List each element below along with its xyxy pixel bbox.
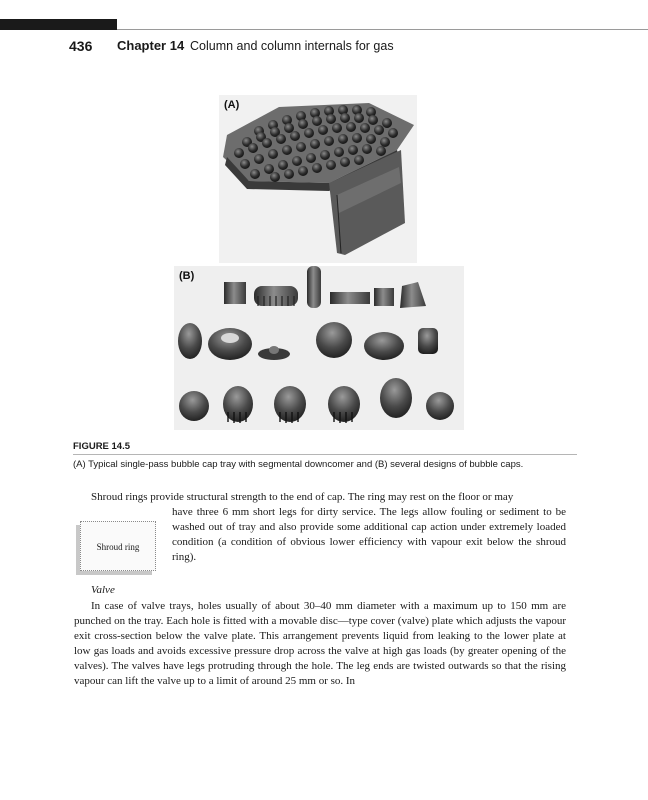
section-heading-valve: Valve: [91, 584, 115, 596]
figure-rule: [73, 454, 577, 455]
bubble-cap-designs-image: [174, 266, 464, 430]
page-number: 436: [69, 38, 93, 54]
header-rule: [117, 29, 648, 30]
margin-note: Shroud ring: [96, 542, 140, 552]
paragraph-valve: In case of valve trays, holes usually of about 30–40 mm diameter with a maximum up to 150 mm are punched on the tray. Each hole is fitted with a movable disc—type cover (valve) plate which adjusts the vapour exit cross-section below the valve plate. This arrangement prevents liquid from leaking to the lower plate at low gas loads and avoids excessive pressure drop across the valve at high gas loads (by greater opening of the valves). The valves have legs protruding through the hole. The leg ends are twisted outwards so that the rising vapour can lift the valve up to a limit of around 25 mm or so. In: [74, 600, 566, 687]
chapter-title: Column and column internals for gas: [190, 39, 394, 53]
figure-label: FIGURE 14.5: [73, 441, 131, 452]
panel-b-label: (B): [179, 270, 195, 282]
bubble-cap-tray-image: [219, 95, 417, 263]
figure-photo-a: [219, 95, 417, 263]
figure-caption: (A) Typical single-pass bubble cap tray with segmental downcomer and (B) several designs of bubble caps.: [73, 459, 524, 470]
header-bar: [0, 19, 117, 30]
paragraph-shroud-body: have three 6 mm short legs for dirty service. The legs allow fouling or sediment to be washed out of tray and also provide some additional cap action under extremely loaded condition (a condition of obvious lower efficiency with vapour exit below the shroud ring).: [172, 506, 566, 563]
paragraph-shroud-first-line: Shroud rings provide structural strength to the end of cap. The ring may rest on the floor or may: [91, 491, 514, 503]
margin-note-box: [80, 521, 156, 571]
figure-photo-b: [174, 266, 464, 430]
chapter-label: Chapter 14: [117, 38, 185, 53]
panel-a-label: (A): [224, 99, 240, 111]
